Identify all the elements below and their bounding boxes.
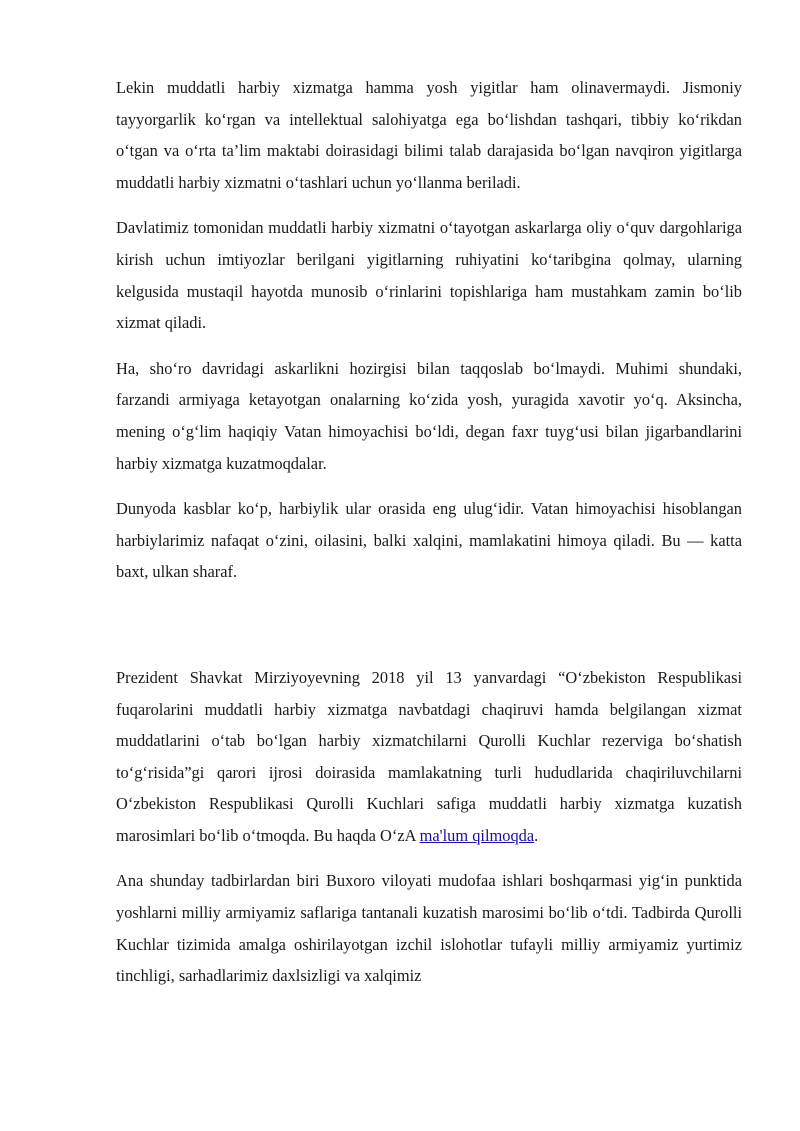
source-link[interactable]: ma'lum qilmoqda (419, 825, 535, 845)
paragraph-conscription-requirements: Lekin muddatli harbiy xizmatga hamma yosh yigitlar ham olinavermaydi. Jismoniy tayyorgarlik ko‘rgan va intellektual salohiyatga ega bo‘lishdan tashqari, tibbiy ko‘rikdan o‘tgan va o‘rta ta’lim maktabi doirasidagi bilimi talab darajasida bo‘lgan navqiron yigitlarga muddatli harbiy xizmatni o‘tashlari uchun yo‘llanma beriladi. (116, 78, 742, 192)
paragraph-education-privileges: Davlatimiz tomonidan muddatli harbiy xizmatni o‘tayotgan askarlarga oliy o‘quv dargohlariga kirish uchun imtiyozlar berilgani yigitlarning ruhiyatini ko‘taribgina qolmay, ularning kelgusida mustaqil hayotda munosib o‘rinlarini topishlariga ham mustahkam zamin bo‘lib xizmat qiladi. (116, 218, 742, 333)
paragraph-presidential-decree (116, 662, 742, 852)
decree-text: Prezident Shavkat Mirziyoyevning 2018 yil 13 yanvardagi “O‘zbekiston Respublikasi fuqarolarini muddatli harbiy xizmatga navbatdagi chaqiruvi hamda belgilangan xizmat muddatlarini o‘tab bo‘lgan harbiy xizmatchilarni Qurolli Kuchlar rezerviga bo‘shatish to‘g‘risida”gi qarori ijrosi doirasida mamlakatning turli hududlarida chaqiriluvchilarni O‘zbekiston Respublikasi Qurolli Kuchlari safiga muddatli harbiy xizmatga kuzatish marosimlari bo‘lib o‘tmoqda. Bu haqda O‘zA (116, 667, 742, 845)
document-page (116, 72, 742, 1006)
decree-tail: . (534, 825, 539, 845)
paragraph-professions: Dunyoda kasblar ko‘p, harbiylik ular orasida eng ulug‘idir. Vatan himoyachisi hisoblangan harbiylarimiz nafaqat o‘zini, oilasini, balki xalqini, mamlakatini himoya qiladi. Bu — katta baxt, ulkan sharaf. (116, 499, 742, 582)
paragraph-soviet-comparison: Ha, sho‘ro davridagi askarlikni hozirgisi bilan taqqoslab bo‘lmaydi. Muhimi shundaki, farzandi armiyaga ketayotgan onalarning ko‘zida yosh, yuragida xavotir yo‘q. Aksincha, mening o‘g‘lim haqiqiy Vatan himoyachisi bo‘ldi, degan faxr tuyg‘usi bilan jigarbandlarini harbiy xizmatga kuzatmoqdalar. (116, 358, 742, 473)
paragraph-bukhara-ceremony: Ana shunday tadbirlardan biri Buxoro viloyati mudofaa ishlari boshqarmasi yig‘in punktida yoshlarni milliy armiyamiz saflariga tantanali kuzatish marosimi bo‘lib o‘tdi. Tadbirda Qurolli Kuchlar tizimida amalga oshirilayotgan izchil islohotlar tufayli milliy armiyamiz yurtimiz tinchligi, sarhadlarimiz daxlsizligi va xalqimiz (116, 871, 742, 986)
section-gap (116, 602, 742, 662)
